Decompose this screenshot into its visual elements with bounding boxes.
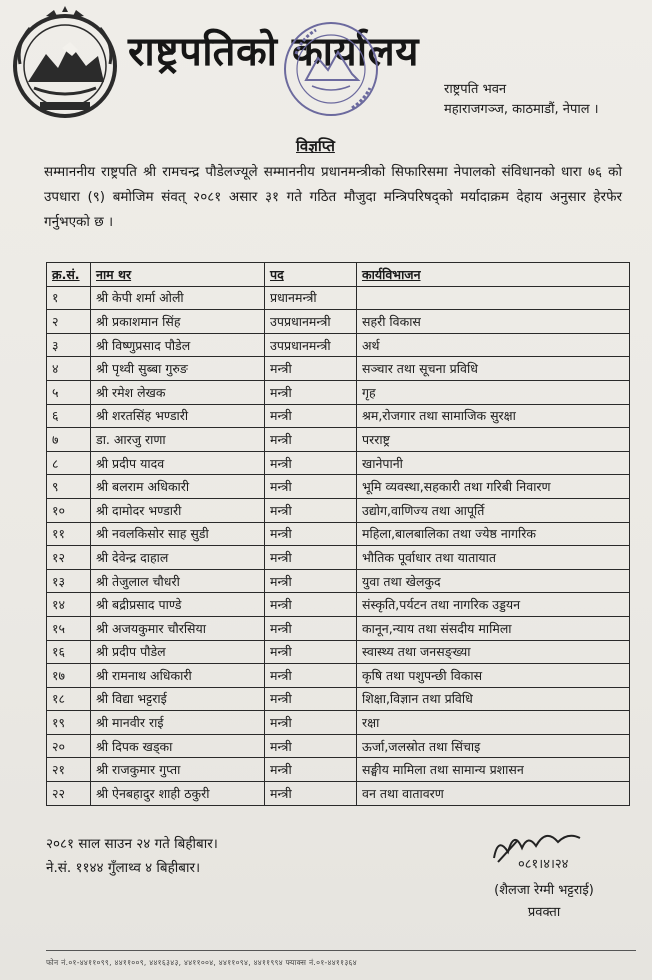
office-title: राष्ट्रपतिको कार्यालय xyxy=(128,29,419,75)
office-address xyxy=(444,80,599,120)
footer-divider xyxy=(46,950,636,951)
header-portfolio: कार्यविभाजन xyxy=(357,263,630,287)
table-header-row xyxy=(47,263,630,287)
cell-name: श्री नवलकिसोर साह सुडी xyxy=(91,522,265,546)
cell-portfolio: संस्कृति,पर्यटन तथा नागरिक उड्डयन xyxy=(357,593,630,617)
signatory-name: (शैलजा रेग्मी भट्टराई) xyxy=(494,883,594,898)
cell-serial: २० xyxy=(47,734,91,758)
cell-portfolio: सञ्चार तथा सूचना प्रविधि xyxy=(357,357,630,381)
cell-post: उपप्रधानमन्त्री xyxy=(265,333,357,357)
cell-post: मन्त्री xyxy=(265,782,357,806)
table-row xyxy=(47,451,630,475)
signature xyxy=(488,822,584,872)
cell-post: मन्त्री xyxy=(265,734,357,758)
table-row xyxy=(47,640,630,664)
header-serial: क्र.सं. xyxy=(47,263,91,287)
cell-name: श्री विष्णुप्रसाद पौडेल xyxy=(91,333,265,357)
cell-name: श्री विद्या भट्टराई xyxy=(91,687,265,711)
cell-post: मन्त्री xyxy=(265,546,357,570)
cell-portfolio: कृषि तथा पशुपन्छी विकास xyxy=(357,664,630,688)
cell-portfolio: कानून,न्याय तथा संसदीय मामिला xyxy=(357,616,630,640)
cell-name: श्री राजकुमार गुप्ता xyxy=(91,758,265,782)
national-emblem-icon xyxy=(6,4,124,122)
cell-serial: १ xyxy=(47,286,91,310)
cell-post: प्रधानमन्त्री xyxy=(265,286,357,310)
table-row xyxy=(47,569,630,593)
cell-name: श्री प्रदीप पौडेल xyxy=(91,640,265,664)
notice-heading: विज्ञप्ति xyxy=(296,137,335,155)
cell-serial: १० xyxy=(47,498,91,522)
cell-portfolio: अर्थ xyxy=(357,333,630,357)
table-row xyxy=(47,593,630,617)
cell-portfolio: महिला,बालबालिका तथा ज्येष्ठ नागरिक xyxy=(357,522,630,546)
cell-portfolio: रक्षा xyxy=(357,711,630,735)
table-row xyxy=(47,664,630,688)
cell-portfolio: परराष्ट्र xyxy=(357,428,630,452)
cell-post: मन्त्री xyxy=(265,475,357,499)
cell-name: श्री प्रदीप यादव xyxy=(91,451,265,475)
cell-post: मन्त्री xyxy=(265,380,357,404)
cell-serial: ५ xyxy=(47,380,91,404)
table-row xyxy=(47,498,630,522)
cell-serial: १८ xyxy=(47,687,91,711)
cell-portfolio: सङ्घीय मामिला तथा सामान्य प्रशासन xyxy=(357,758,630,782)
cell-post: मन्त्री xyxy=(265,687,357,711)
cell-post: मन्त्री xyxy=(265,711,357,735)
cell-portfolio: भूमि व्यवस्था,सहकारी तथा गरिबी निवारण xyxy=(357,475,630,499)
address-line-2: महाराजगञ्ज, काठमाडौं, नेपाल । xyxy=(444,102,599,117)
address-line-1: राष्ट्रपति भवन xyxy=(444,82,507,97)
header-name: नाम थर xyxy=(91,263,265,287)
table-row xyxy=(47,758,630,782)
cell-name: डा. आरजु राणा xyxy=(91,428,265,452)
cell-serial: १५ xyxy=(47,616,91,640)
cell-name: श्री प्रकाशमान सिंह xyxy=(91,310,265,334)
cell-name: श्री केपी शर्मा ओली xyxy=(91,286,265,310)
signature-date: ०८१।४।२४ xyxy=(518,857,569,872)
cell-portfolio: खानेपानी xyxy=(357,451,630,475)
table-row xyxy=(47,333,630,357)
table-row xyxy=(47,475,630,499)
cell-portfolio: उद्योग,वाणिज्य तथा आपूर्ति xyxy=(357,498,630,522)
ns-date: ने.सं. ११४४ गुँलाथ्व ४ बिहीबार। xyxy=(46,860,201,876)
cell-name: श्री दिपक खड्का xyxy=(91,734,265,758)
cell-post: मन्त्री xyxy=(265,664,357,688)
cell-post: मन्त्री xyxy=(265,640,357,664)
table-row xyxy=(47,404,630,428)
cell-post: मन्त्री xyxy=(265,451,357,475)
cell-post: मन्त्री xyxy=(265,616,357,640)
cell-post: उपप्रधानमन्त्री xyxy=(265,310,357,334)
cell-serial: २ xyxy=(47,310,91,334)
cell-serial: ८ xyxy=(47,451,91,475)
table-row xyxy=(47,782,630,806)
cell-post: मन्त्री xyxy=(265,498,357,522)
table-row xyxy=(47,734,630,758)
cell-serial: १७ xyxy=(47,664,91,688)
cell-post: मन्त्री xyxy=(265,428,357,452)
signatory-block xyxy=(484,880,604,924)
notice-body: सम्माननीय राष्ट्रपति श्री रामचन्द्र पौडेलज्यूले सम्माननीय प्रधानमन्त्रीको सिफारिसमा नेपालको संविधानको धारा ७६ को उपधारा (९) बमोजिम संवत् २०८१ असार ३१ गते गठित मौजुदा मन्त्रिपरिषद्को मर्यादाक्रम देहाय अनुसार हेरफेर गर्नुभएको छ । xyxy=(44,164,622,230)
cell-post: मन्त्री xyxy=(265,522,357,546)
cabinet-table xyxy=(46,262,630,806)
cell-name: श्री बलराम अधिकारी xyxy=(91,475,265,499)
table-row xyxy=(47,286,630,310)
cell-portfolio: श्रम,रोजगार तथा सामाजिक सुरक्षा xyxy=(357,404,630,428)
cell-serial: ११ xyxy=(47,522,91,546)
table-row xyxy=(47,428,630,452)
cell-name: श्री ऐनबहादुर शाही ठकुरी xyxy=(91,782,265,806)
cell-portfolio: भौतिक पूर्वाधार तथा यातायात xyxy=(357,546,630,570)
cell-serial: ६ xyxy=(47,404,91,428)
signatory-title: प्रवक्ता xyxy=(527,905,561,920)
office-seal-icon xyxy=(282,20,380,118)
cell-portfolio: स्वास्थ्य तथा जनसङ्ख्या xyxy=(357,640,630,664)
table-row xyxy=(47,546,630,570)
cell-portfolio: गृह xyxy=(357,380,630,404)
cell-post: मन्त्री xyxy=(265,404,357,428)
cell-serial: १४ xyxy=(47,593,91,617)
cell-serial: १६ xyxy=(47,640,91,664)
table-row xyxy=(47,522,630,546)
cell-serial: २१ xyxy=(47,758,91,782)
cell-portfolio: वन तथा वातावरण xyxy=(357,782,630,806)
footer-contact: फोन नं.०१-४४११०९९, ४४११००९, ४४१६३४३, ४४११००४, ४४११०९४, ४४११९९४ फ्याक्स नं.०१-४४११३६४ xyxy=(46,958,357,967)
bs-date: २०८१ साल साउन २४ गते बिहीबार। xyxy=(46,836,218,852)
cell-portfolio: शिक्षा,विज्ञान तथा प्रविधि xyxy=(357,687,630,711)
cell-name: श्री अजयकुमार चौरसिया xyxy=(91,616,265,640)
cell-serial: १३ xyxy=(47,569,91,593)
date-block xyxy=(46,832,218,880)
cell-serial: १९ xyxy=(47,711,91,735)
table-row xyxy=(47,310,630,334)
cell-portfolio: सहरी विकास xyxy=(357,310,630,334)
cell-serial: ३ xyxy=(47,333,91,357)
cell-name: श्री रामनाथ अधिकारी xyxy=(91,664,265,688)
table-row xyxy=(47,357,630,381)
cell-name: श्री रमेश लेखक xyxy=(91,380,265,404)
header-post: पद xyxy=(265,263,357,287)
cell-name: श्री शरतसिंह भण्डारी xyxy=(91,404,265,428)
cell-serial: २२ xyxy=(47,782,91,806)
cell-post: मन्त्री xyxy=(265,758,357,782)
cell-portfolio xyxy=(357,286,630,310)
cell-serial: ७ xyxy=(47,428,91,452)
cell-name: श्री बद्रीप्रसाद पाण्डे xyxy=(91,593,265,617)
cell-post: मन्त्री xyxy=(265,593,357,617)
cell-portfolio: ऊर्जा,जलस्रोत तथा सिंचाइ xyxy=(357,734,630,758)
cell-name: श्री पृथ्वी सुब्बा गुरुङ xyxy=(91,357,265,381)
table-row xyxy=(47,616,630,640)
table-row xyxy=(47,380,630,404)
cell-name: श्री देवेन्द्र दाहाल xyxy=(91,546,265,570)
table-row xyxy=(47,687,630,711)
cell-name: श्री तेजुलाल चौधरी xyxy=(91,569,265,593)
cell-serial: ९ xyxy=(47,475,91,499)
cell-post: मन्त्री xyxy=(265,569,357,593)
cell-name: श्री दामोदर भण्डारी xyxy=(91,498,265,522)
cell-portfolio: युवा तथा खेलकुद xyxy=(357,569,630,593)
cell-serial: १२ xyxy=(47,546,91,570)
cell-serial: ४ xyxy=(47,357,91,381)
cell-name: श्री मानवीर राई xyxy=(91,711,265,735)
cell-post: मन्त्री xyxy=(265,357,357,381)
table-row xyxy=(47,711,630,735)
